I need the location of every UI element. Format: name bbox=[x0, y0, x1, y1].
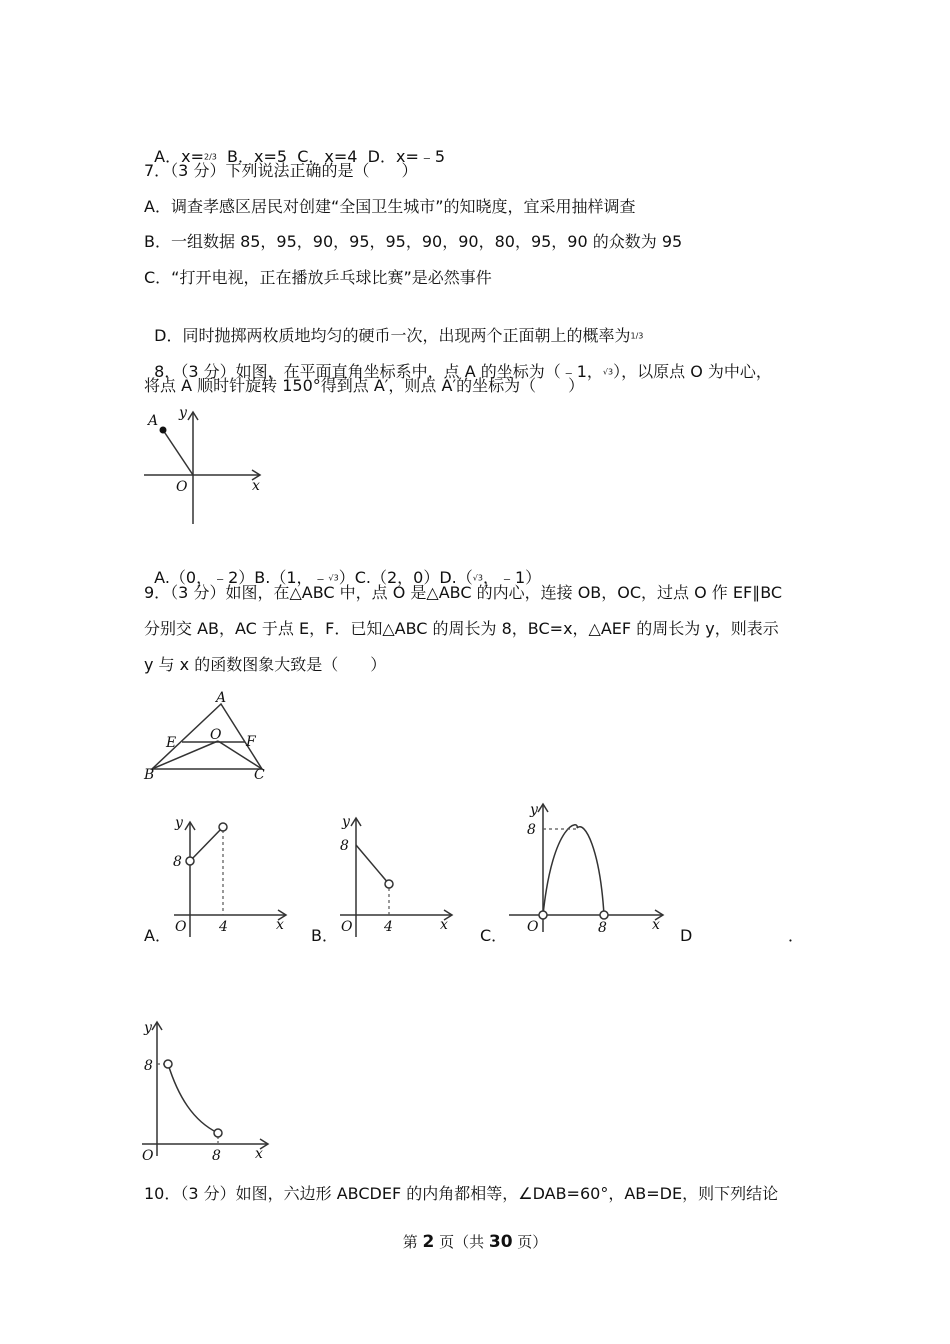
tri-label-o: O bbox=[210, 727, 222, 743]
page-footer bbox=[0, 1231, 950, 1252]
footer-pre: 第 bbox=[402, 1233, 423, 1251]
graph-a-x: x bbox=[276, 917, 284, 933]
graph-a-4: 4 bbox=[219, 919, 228, 935]
graph-d-o: O bbox=[142, 1148, 154, 1164]
graph-b-4: 4 bbox=[384, 919, 393, 935]
tri-label-c: C bbox=[254, 767, 265, 783]
footer-mid: 页（共 bbox=[434, 1233, 489, 1251]
graph-c-o: O bbox=[527, 919, 539, 935]
q8-stem-line2: 将点 A 顺时针旋转 150°得到点 A′，则点 A′的坐标为（ ） bbox=[144, 376, 585, 395]
q9-stem-line3: y 与 x 的函数图象大致是（ ） bbox=[144, 655, 387, 674]
q8-label-y: y bbox=[179, 405, 187, 421]
graph-c-x: x bbox=[652, 917, 660, 933]
graph-d-8-x: 8 bbox=[212, 1148, 221, 1164]
q7-option-a: A．调查孝感区居民对创建“全国卫生城市”的知晓度，宜采用抽样调查 bbox=[144, 197, 636, 216]
graph-a-8: 8 bbox=[173, 854, 182, 870]
tri-label-f: F bbox=[246, 734, 256, 750]
q8-options-1: A.（0，﹣2）B.（1，﹣ bbox=[154, 568, 329, 587]
q9-stem-line2: 分别交 AB，AC 于点 E，F．已知△ABC 的周长为 8，BC=x，△AEF 的周长为 y，则表示 bbox=[144, 619, 779, 638]
option-a-label: A． bbox=[144, 926, 171, 945]
q8-label-x: x bbox=[252, 478, 260, 494]
q7-stem: 7．（3 分）下列说法正确的是（ ） bbox=[144, 161, 418, 180]
q8-label-o: O bbox=[176, 479, 188, 495]
option-c-label: C． bbox=[480, 926, 508, 945]
tri-label-b: B bbox=[144, 767, 155, 783]
q6-fraction: 2/3 bbox=[204, 152, 217, 162]
graph-b-y: y bbox=[342, 814, 350, 830]
graph-d-x: x bbox=[255, 1146, 263, 1162]
graph-c-8: 8 bbox=[527, 822, 536, 838]
q7-option-d-text: D．同时抛掷两枚质地均匀的硬币一次，出现两个正面朝上的概率为 bbox=[154, 326, 631, 345]
footer-total-pages: 30 bbox=[488, 1232, 513, 1252]
graph-option-a bbox=[168, 812, 290, 940]
graph-option-c bbox=[505, 800, 670, 940]
q8-sqrt3: √3 bbox=[602, 367, 614, 377]
q6-option-a: A．x= bbox=[154, 147, 204, 166]
q8-stem-1a: 8．（3 分）如图，在平面直角坐标系中，点 A 的坐标为（﹣1， bbox=[154, 362, 603, 381]
tri-label-a: A bbox=[216, 690, 227, 706]
graph-a-o: O bbox=[175, 919, 187, 935]
q8-options-2: ）C.（2，0）D.（ bbox=[338, 568, 473, 587]
graph-c-y: y bbox=[530, 802, 538, 818]
q9-stem-line1: 9．（3 分）如图，在△ABC 中，点 O 是△ABC 的内心，连接 OB，OC，过点 O 作 EF∥BC bbox=[144, 583, 783, 602]
graph-b-8: 8 bbox=[340, 838, 349, 854]
q10-stem: 10．（3 分）如图，六边形 ABCDEF 的内角都相等，∠DAB=60°，AB=DE，则下列结论 bbox=[144, 1184, 779, 1203]
tri-label-e: E bbox=[166, 735, 177, 751]
q8-figure bbox=[140, 402, 270, 530]
graph-b-x: x bbox=[440, 917, 448, 933]
graph-d-y: y bbox=[144, 1020, 152, 1036]
graph-option-b bbox=[334, 812, 456, 940]
option-d-label: D bbox=[680, 926, 693, 945]
q8-label-a: A bbox=[148, 413, 159, 429]
graph-a-y: y bbox=[175, 815, 183, 831]
option-b-label: B． bbox=[311, 926, 338, 945]
q9-triangle-figure bbox=[140, 688, 275, 784]
q7-option-c: C．“打开电视，正在播放乒乓球比赛”是必然事件 bbox=[144, 268, 492, 287]
q8-stem-1b: ），以原点 O 为中心， bbox=[613, 362, 772, 381]
footer-post: 页） bbox=[512, 1233, 548, 1251]
q6-options-rest: B．x=5 C．x=4 D．x=﹣5 bbox=[216, 147, 446, 166]
graph-d-8: 8 bbox=[144, 1058, 153, 1074]
q7-fraction: 1/3 bbox=[630, 331, 644, 341]
option-d-dot: ． bbox=[788, 926, 805, 945]
q8-options-3: ，﹣1） bbox=[482, 568, 542, 587]
footer-page-number: 2 bbox=[422, 1232, 435, 1252]
q7-option-b: B．一组数据 85，95，90，95，95，90，90，80，95，90 的众数为 95 bbox=[144, 232, 683, 251]
q8-sqrt3-b: √3 bbox=[328, 573, 339, 583]
graph-b-o: O bbox=[341, 919, 353, 935]
point-a-dot bbox=[160, 427, 167, 434]
graph-option-d bbox=[138, 1016, 273, 1164]
q8-sqrt3-d: √3 bbox=[472, 573, 483, 583]
graph-c-8-x: 8 bbox=[598, 920, 607, 936]
